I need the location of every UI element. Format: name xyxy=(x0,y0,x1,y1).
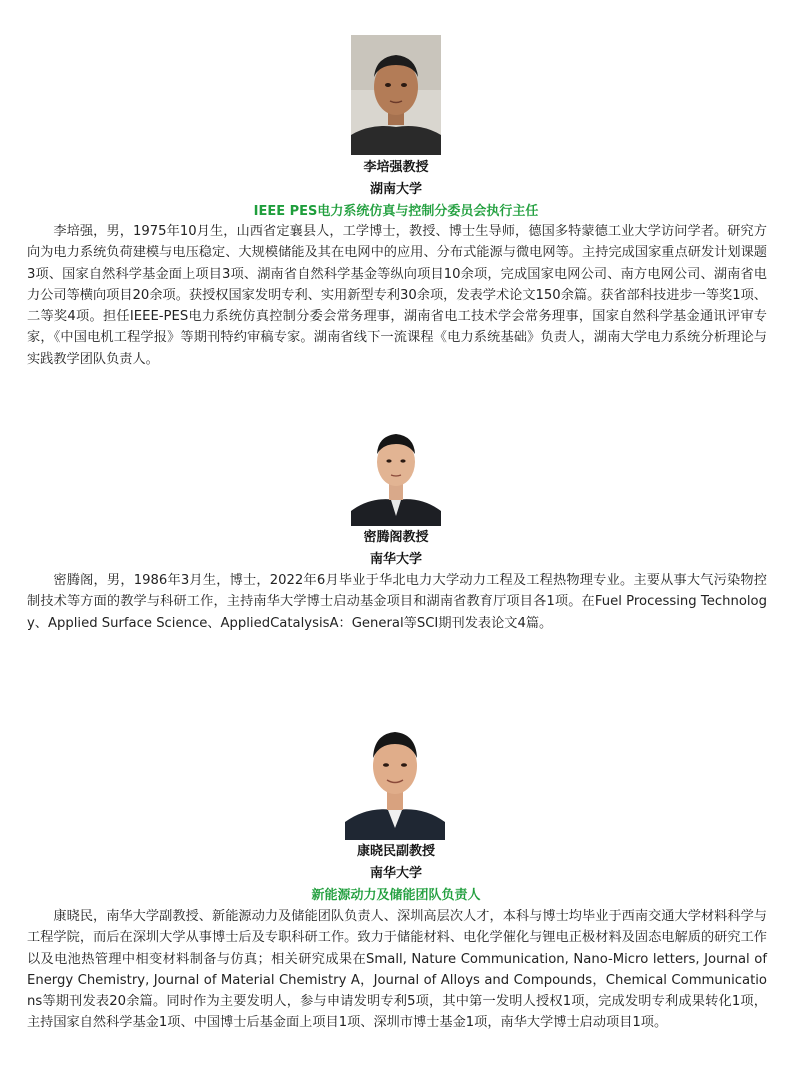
person-name: 李培强教授 xyxy=(363,160,429,175)
bio-paragraph: 李培强，男，1975年10月生，山西省定襄县人，工学博士，教授、博士生导师，德国多特蒙德工业大学访问学者。研究方向为电力系统负荷建模与电压稳定、大规模储能及其在电网中的应用、分布式能源与微电网等。主持完成国家重点研发计划课题3项、国家自然科学基金面上项目3项、湖南省自然科学基金等纵向项目10余项，完成国家电网公司、南方电网公司、湖南省电力公司等横向项目20余项。获授权国家发明专利、实用新型专利30余项，发表学术论文150余篇。获省部科技进步一等奖1项、二等奖4项。担任IEEE-PES电力系统仿真控制分委会常务理事，湖南省电工技术学会常务理事，国家自然科学基金通讯评审专家，《中国电机工程学报》等期刊特约审稿专家。湖南省线下一流课程《电力系统基础》负责人，湖南大学电力系统分析理论与实践教学团队负责人。 xyxy=(27,224,767,367)
affiliation: 南华大学 xyxy=(369,866,422,881)
bio-paragraph: 康晓民，南华大学副教授、新能源动力及储能团队负责人、深圳高层次人才，本科与博士均毕业于西南交通大学材料科学与工程学院，而后在深圳大学从事博士后及专职科研工作。致力于储能材料、电化学催化与锂电正极材料及固态电解质的研究工作以及电池热管理中相变材料制备与仿真；相关研究成果在Small, Nature Communication, Nano-Micro letters, Journal of Energy Chemistry, Journal of Material Chemistry A，Journal of Alloys and Compounds，Chemical Communications等期刊发表20余篇。同时作为主要发明人，参与申请发明专利5项，其中第一发明人授权1项，完成发明专利成果转化1项，主持国家自然科学基金1项、中国博士后基金面上项目1项、深圳市博士基金1项，南华大学博士启动项目1项。 xyxy=(27,909,767,1031)
bio-paragraph: 密腾阁，男，1986年3月生，博士，2022年6月毕业于华北电力大学动力工程及工程热物理专业。主要从事大气污染物控制技术等方面的教学与科研工作，主持南华大学博士启动基金项目和湖南省教育厅项目各1项。在Fuel Processing Technology、Applied Surface Science、AppliedCatalysisA：General等SCI期刊发表论文4篇。 xyxy=(27,573,767,631)
role-title: 新能源动力及储能团队负责人 xyxy=(311,888,481,903)
person-name: 密腾阁教授 xyxy=(363,530,429,545)
role-title: IEEE PES电力系统仿真与控制分委员会执行主任 xyxy=(253,204,539,219)
portrait-photo xyxy=(345,710,445,840)
person-name: 康晓民副教授 xyxy=(356,844,435,859)
affiliation: 湖南大学 xyxy=(369,182,422,197)
portrait-photo xyxy=(351,35,441,155)
affiliation: 南华大学 xyxy=(369,552,422,567)
portrait-photo xyxy=(351,416,441,526)
